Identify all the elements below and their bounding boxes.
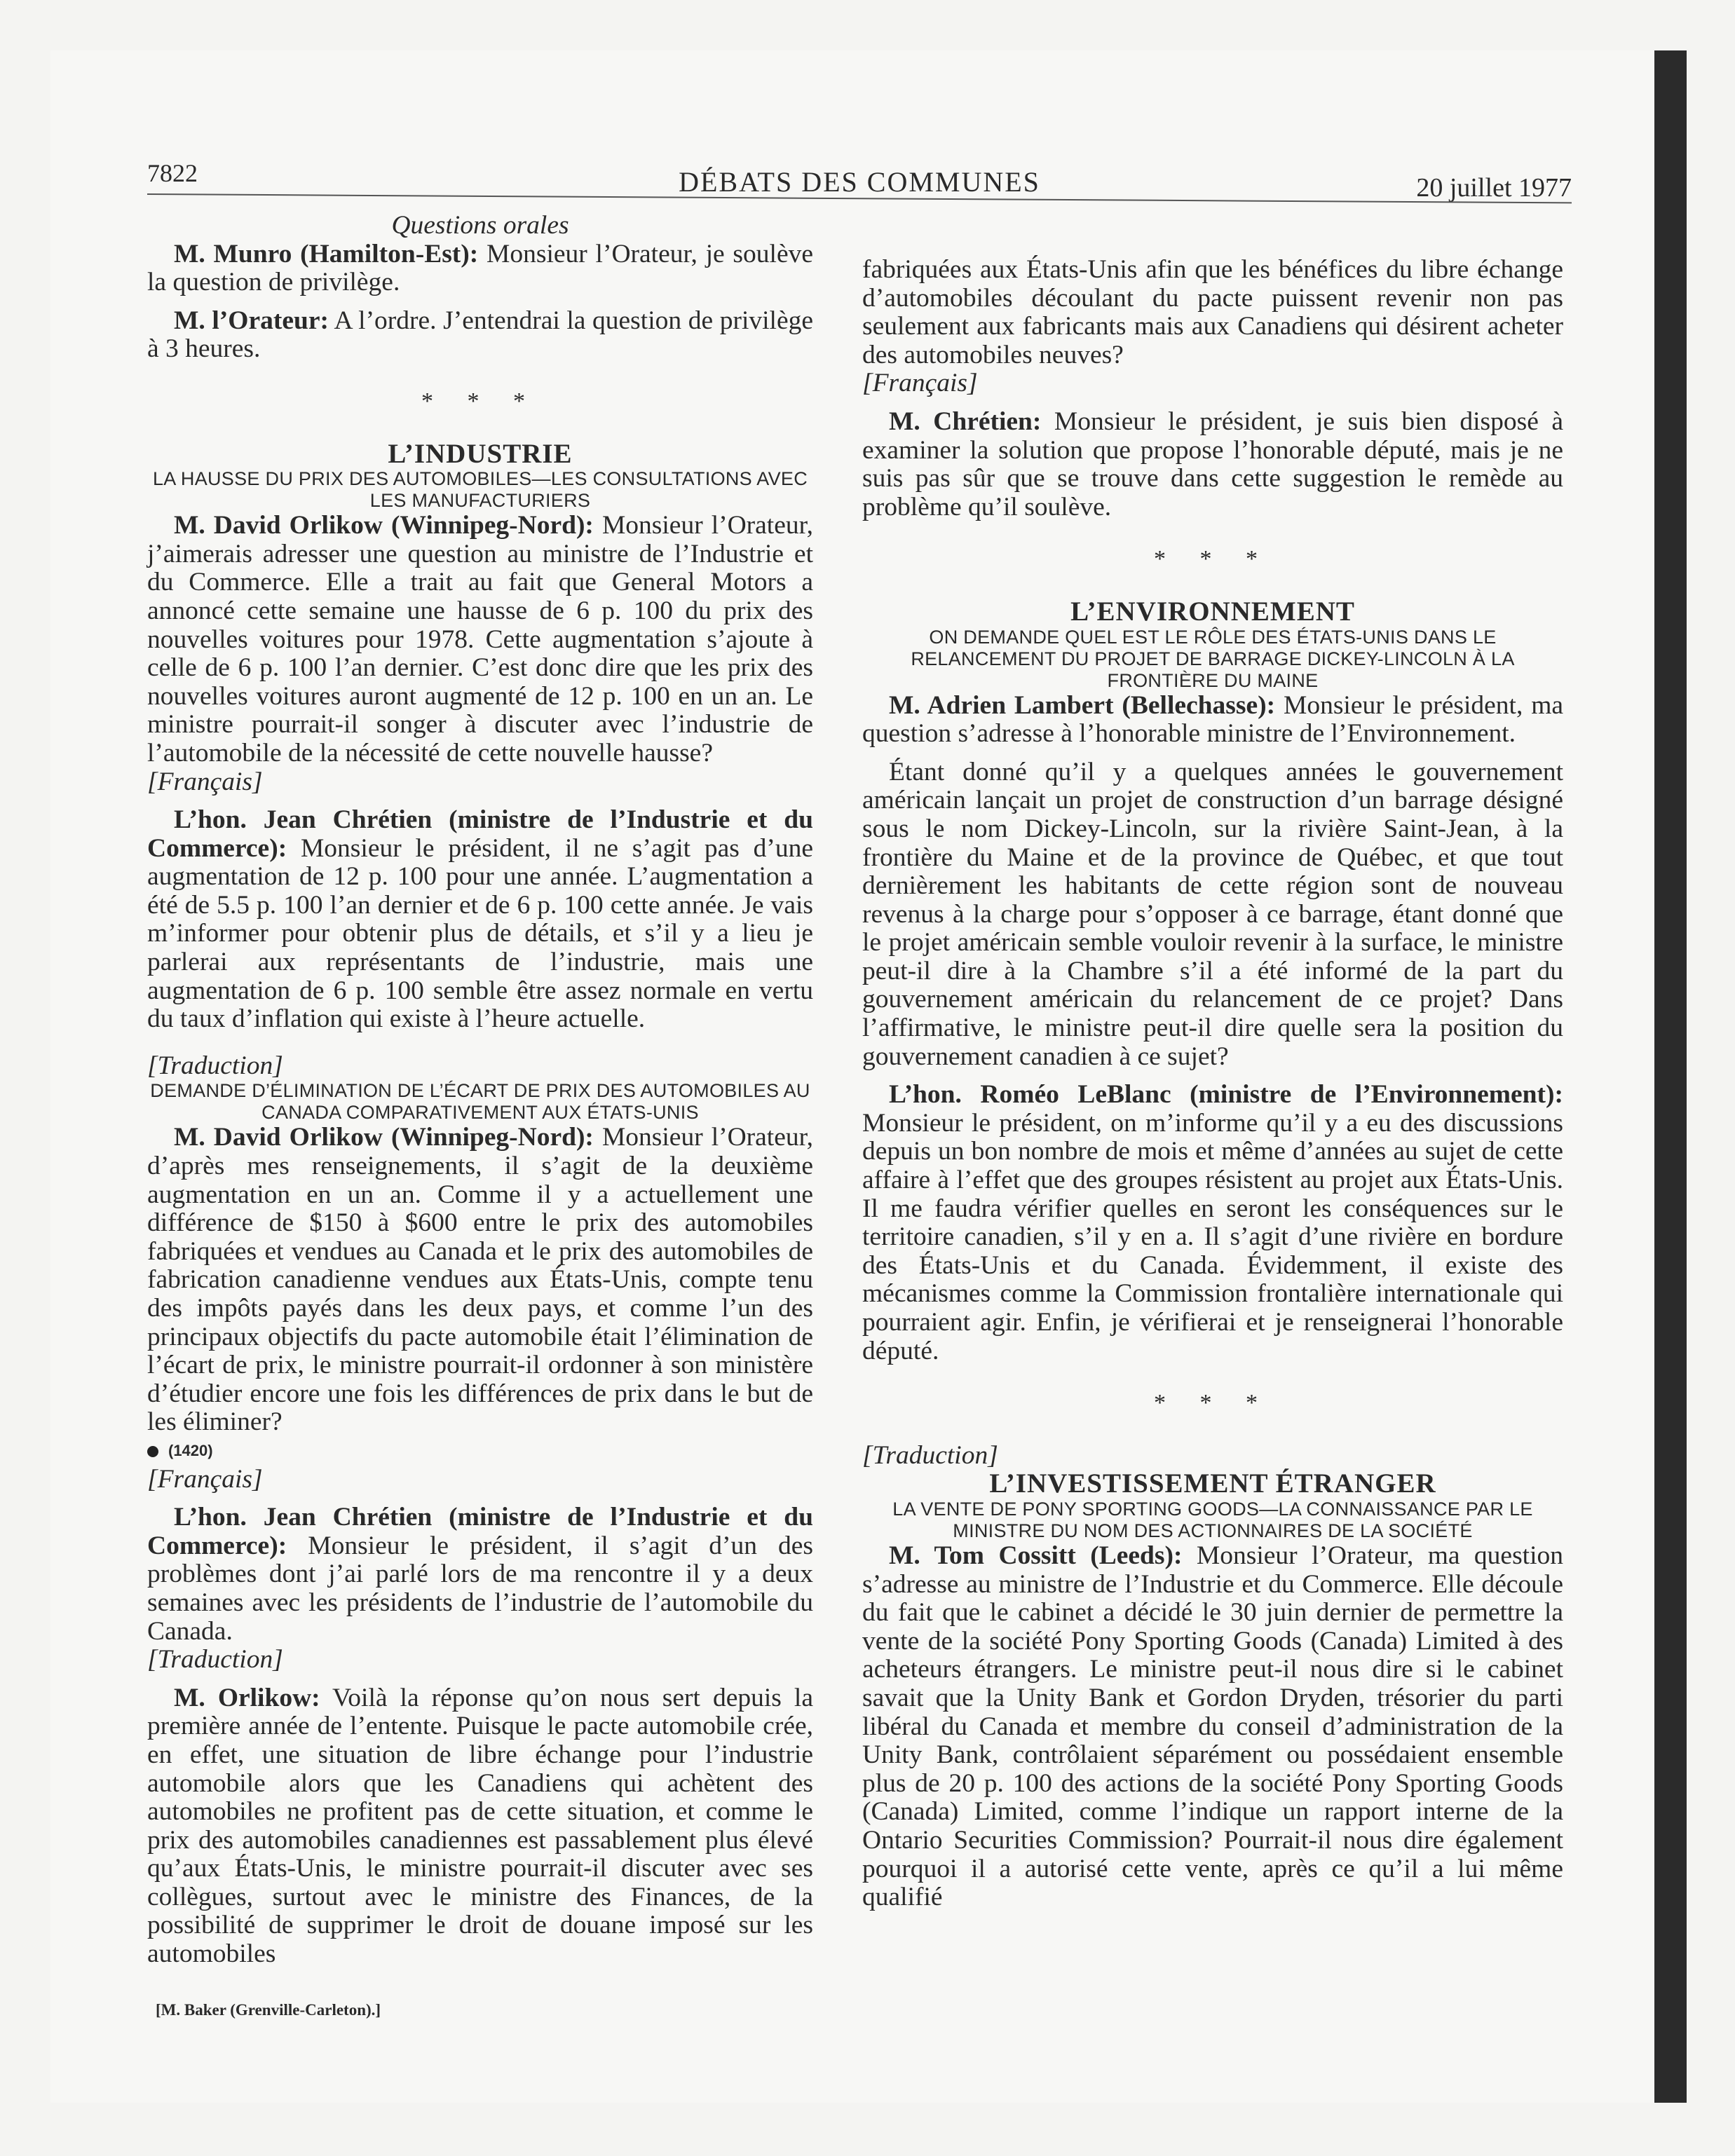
speaker-name: L’hon. Roméo LeBlanc (ministre de l’Environnement): [889, 1080, 1563, 1110]
paragraph [862, 408, 1563, 521]
paragraph-text: Monsieur l’Orateur, d’après mes renseignements, il s’agit de la deuxième augmentation en un an. Comme il y a actuellement une différence de $150 à $600 entre le prix des automobiles fabriquées et vendues au Canada et le prix des automobiles de fabrication canadienne vendues aux États-Unis, compte tenu des impôts payés dans les deux pays, et comme l’un des principaux objectifs du pacte automobile était l’élimination de l’écart de prix, le ministre pourrait-il ordonner à son ministère d’étudier encore une fois les différences de prix dans le but de les éliminer? [147, 1123, 813, 1437]
section-separator: * * * [421, 388, 539, 414]
paragraph-text: Monsieur le président, ma question s’adresse à l’honorable ministre de l’Environnement. [862, 690, 1564, 749]
language-marker: [Traduction] [147, 1645, 283, 1674]
bullet-icon [147, 1446, 158, 1457]
section-heading: L’INVESTISSEMENT ÉTRANGER [989, 1468, 1436, 1499]
speaker-name: M. Chrétien: [889, 407, 1042, 436]
language-marker: [Traduction] [147, 1051, 283, 1080]
speaker-name: M. David Orlikow (Winnipeg-Nord): [174, 511, 594, 540]
right-column [862, 256, 1563, 1912]
language-marker: [Français] [147, 1464, 263, 1494]
paragraph: Étant donné qu’il y a quelques années le gouvernement américain lançait un projet de construction d’un barrage désigné sous le nom Dickey-Lincoln, sur la rivière Saint-Jean, à la frontière du Maine et de la province de Québec, et que tout dernièrement les habitants de cette région sont de nouveau revenus à la charge pour s’opposer à ce barrage, étant donné que le projet américain semble vouloir revenir à la surface, le ministre peut-il dire à la Chambre s’il a été informé de la part du gouvernement américain du relancement de ce projet? Dans l’affirmative, le ministre peut-il dire quelle sera la position du gouvernement canadien à ce sujet? [862, 757, 1563, 1071]
paragraph [147, 512, 813, 767]
section-subheading: LA VENTE DE PONY SPORTING GOODS—LA CONNAISSANCE PAR LE MINISTRE DU NOM DES ACTIONNAIRES DE LA SOCIÉTÉ [892, 1498, 1533, 1541]
paragraph [147, 1684, 813, 1969]
page-number: 7822 [147, 159, 198, 187]
paragraph-text: Voilà la réponse qu’on nous sert depuis la première année de l’entente. Puisque le pacte automobile crée, en effet, une situation de libre échange pour l’industrie automobile alors que les Canadiens qui achètent des automobiles ne profitent pas de cette situation, et comme le prix des automobiles canadiennes est passablement plus élevé qu’aux États-Unis, le ministre pourrait-il discuter avec ses collègues, surtout avec le ministre des Finances, de la possibilité de supprimer le droit de douane imposé sur les automobiles [147, 1683, 813, 1969]
paragraph-text: Monsieur l’Orateur, je soulève la question de privilège. [147, 239, 813, 297]
language-marker: [Français] [147, 767, 263, 796]
paragraph [862, 692, 1563, 749]
paragraph [147, 1503, 813, 1646]
paragraph-text: Monsieur le président, il ne s’agit pas d’une augmentation de 12 p. 100 pour une année. L’augmentation a été de 5.5 p. 100 l’an dernier et de 6 p. 100 cette année. Je vais m’informer pour obtenir plus de détails, et s’il y a lieu je parlerai aux représentants de l’industrie, mais une augmentation de 6 p. 100 semble être assez normale en vertu du taux d’inflation qui existe à l’heure actuelle. [147, 833, 813, 1034]
section-heading: L’ENVIRONNEMENT [1070, 596, 1355, 627]
paragraph: fabriquées aux États-Unis afin que les bénéfices du libre échange d’automobiles découlant du pacte puissent revenir non pas seulement aux fabricants mais aux Canadiens qui désirent acheter des automobiles neuves? [862, 255, 1563, 369]
speaker-name: M. l’Orateur: [174, 306, 329, 335]
page-date: 20 juillet 1977 [1416, 173, 1572, 203]
speaker-name: M. Orlikow: [174, 1683, 320, 1712]
time-marker [147, 1437, 813, 1466]
speaker-name: M. Tom Cossitt (Leeds): [889, 1541, 1183, 1570]
section-label: Questions orales [391, 211, 569, 240]
speaker-name: L’hon. Jean Chrétien (ministre de l’Industrie et du Commerce): [147, 1503, 813, 1560]
page-title: DÉBATS DES COMMUNES [679, 166, 1040, 198]
section-separator: * * * [1154, 1390, 1272, 1417]
language-marker: [Français] [862, 369, 978, 398]
time-stamp: (1420) [168, 1441, 213, 1459]
section-subheading: ON DEMANDE QUEL EST LE RÔLE DES ÉTATS-UNIS DANS LE RELANCEMENT DU PROJET DE BARRAGE DICKEY-LINCOLN À LA FRONTIÈRE DU MAINE [911, 626, 1515, 691]
paragraph-text: A l’ordre. J’entendrai la question de privilège à 3 heures. [147, 306, 814, 364]
section-subheading: LA HAUSSE DU PRIX DES AUTOMOBILES—LES CONSULTATIONS AVEC LES MANUFACTURIERS [152, 468, 808, 512]
section-separator: * * * [1154, 546, 1272, 573]
section-heading: L’INDUSTRIE [388, 438, 573, 469]
section-subheading: DEMANDE D’ÉLIMINATION DE L’ÉCART DE PRIX DES AUTOMOBILES AU CANADA COMPARATIVEMENT AUX ÉTATS-UNIS [150, 1080, 810, 1124]
language-marker: [Traduction] [862, 1440, 998, 1470]
speaker-name: M. Munro (Hamilton-Est): [174, 239, 479, 268]
paragraph [147, 307, 813, 364]
left-column [147, 212, 813, 1969]
paragraph-text: Monsieur l’Orateur, ma question s’adresse au ministre de l’Industrie et du Commerce. Elle découle du fait que le cabinet a décidé le 30 juin dernier de permettre la vente de la société Pony Sporting Goods (Canada) Limited à des acheteurs étrangers. Le ministre peut-il nous dire si le cabinet savait que la Unity Bank et Gordon Dryden, trésorier du parti libéral du Canada et membre du conseil d’administration de la Unity Bank, contrôlaient séparément ou possédaient ensemble plus de 20 p. 100 des actions de la société Pony Sporting Goods (Canada) Limited, comme l’indique un rapport interne de la Ontario Securities Commission? Pourrait-il nous dire également pourquoi il a autorisé cette vente, après ce qu’il a lui même qualifié [862, 1541, 1564, 1912]
paragraph [147, 240, 813, 297]
paragraph-text: Monsieur le président, il s’agit d’un des problèmes dont j’ai parlé lors de ma rencontre il y a deux semaines avec les présidents de l’industrie de l’automobile du Canada. [147, 1531, 813, 1646]
paragraph-text: Monsieur l’Orateur, j’aimerais adresser une question au ministre de l’Industrie et du Commerce. Elle a trait au fait que General Motors a annoncé cette semaine une hausse de 6 p. 100 du prix des nouvelles voitures pour 1978. Cette augmentation s’ajoute à celle de 6 p. 100 l’an dernier. C’est donc dire que les prix des nouvelles voitures auront augmenté de 12 p. 100 en un an. Le ministre pourrait-il songer à discuter avec l’industrie de l’automobile de la nécessité de cette nouvelle hausse? [147, 511, 813, 767]
speaker-name: M. Adrien Lambert (Bellechasse): [889, 690, 1276, 720]
paragraph [862, 1542, 1563, 1912]
speaker-name: M. David Orlikow (Winnipeg-Nord): [174, 1123, 594, 1152]
speaker-name: L’hon. Jean Chrétien (ministre de l’Industrie et du Commerce): [147, 805, 813, 863]
scan-edge [1654, 50, 1687, 2103]
paragraph [147, 1124, 813, 1437]
paragraph-text: Monsieur le président, je suis bien disposé à examiner la solution que propose l’honorable député, mais je ne suis pas sûr que se trouve dans cette suggestion le remède au problème qu’il soulève. [862, 407, 1563, 521]
footer-speaker-note: [M. Baker (Grenville-Carleton).] [156, 2001, 381, 2019]
paragraph [147, 806, 813, 1034]
paragraph-text: Monsieur le président, on m’informe qu’il y a eu des discussions depuis un bon nombre de mois et même d’années au sujet de cette affaire à l’effet que des groupes résistent au projet aux États-Unis. Il me faudra vérifier quelles en seront les conséquences sur le territoire canadien, s’il y en a. Il s’agit d’une rivière en bordure des États-Unis et du Canada. Évidemment, il existe des mécanismes comme la Commission frontalière internationale qui pourraient agir. Enfin, je vérifierai et je renseignerai l’honorable député. [862, 1108, 1563, 1365]
paragraph [862, 1081, 1563, 1365]
